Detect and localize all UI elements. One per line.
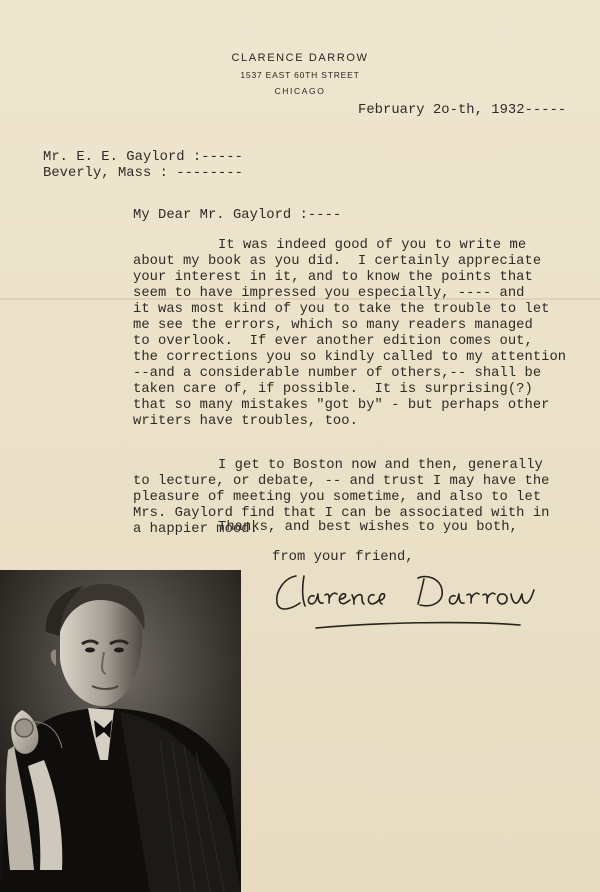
paragraph-line: to lecture, or debate, -- and trust I may have the	[133, 474, 550, 489]
recipient-name: Mr. E. E. Gaylord :-----	[43, 150, 243, 165]
signature-drawing	[270, 570, 580, 640]
closing-line: Thanks, and best wishes to you both,	[218, 520, 518, 535]
paragraph-line: your interest in it, and to know the points that	[133, 270, 533, 285]
portrait-drawing	[0, 570, 241, 892]
letterhead-city: CHICAGO	[274, 86, 326, 96]
letterhead-name: CLARENCE DARROW	[231, 52, 369, 64]
paragraph-line: it was most kind of you to take the trouble to let	[133, 302, 550, 317]
paragraph-line: taken care of, if possible. It is surprising(?)	[133, 382, 533, 397]
paragraph-line: the corrections you so kindly called to my attention	[133, 350, 567, 365]
signoff-line: from your friend,	[272, 550, 414, 565]
paragraph-line: It was indeed good of you to write me	[218, 238, 527, 253]
paragraph-line: that so many mistakes "got by" - but perhaps other	[133, 398, 550, 413]
paragraph-line: writers have troubles, too.	[133, 414, 358, 429]
paragraph-line: a happier mood.	[133, 522, 258, 537]
paragraph-line: pleasure of meeting you sometime, and also to let	[133, 490, 542, 505]
recipient-location: Beverly, Mass : --------	[43, 166, 243, 181]
letterhead-street: 1537 EAST 60TH STREET	[240, 70, 360, 80]
paragraph-line: to overlook. If ever another edition comes out,	[133, 334, 533, 349]
salutation: My Dear Mr. Gaylord :----	[133, 208, 342, 223]
paragraph-line: seem to have impressed you especially, ---- and	[133, 286, 525, 301]
paragraph-line: me see the errors, which so many readers managed	[133, 318, 533, 333]
paragraph-line: Mrs. Gaylord find that I can be associated with in	[133, 506, 550, 521]
portrait-photo	[0, 570, 241, 892]
paragraph-line: about my book as you did. I certainly appreciate	[133, 254, 542, 269]
signature	[270, 570, 580, 640]
paragraph-line: --and a considerable number of others,-- shall be	[133, 366, 542, 381]
letter-date: February 2o-th, 1932-----	[358, 103, 567, 118]
paragraph-line: I get to Boston now and then, generally	[218, 458, 543, 473]
